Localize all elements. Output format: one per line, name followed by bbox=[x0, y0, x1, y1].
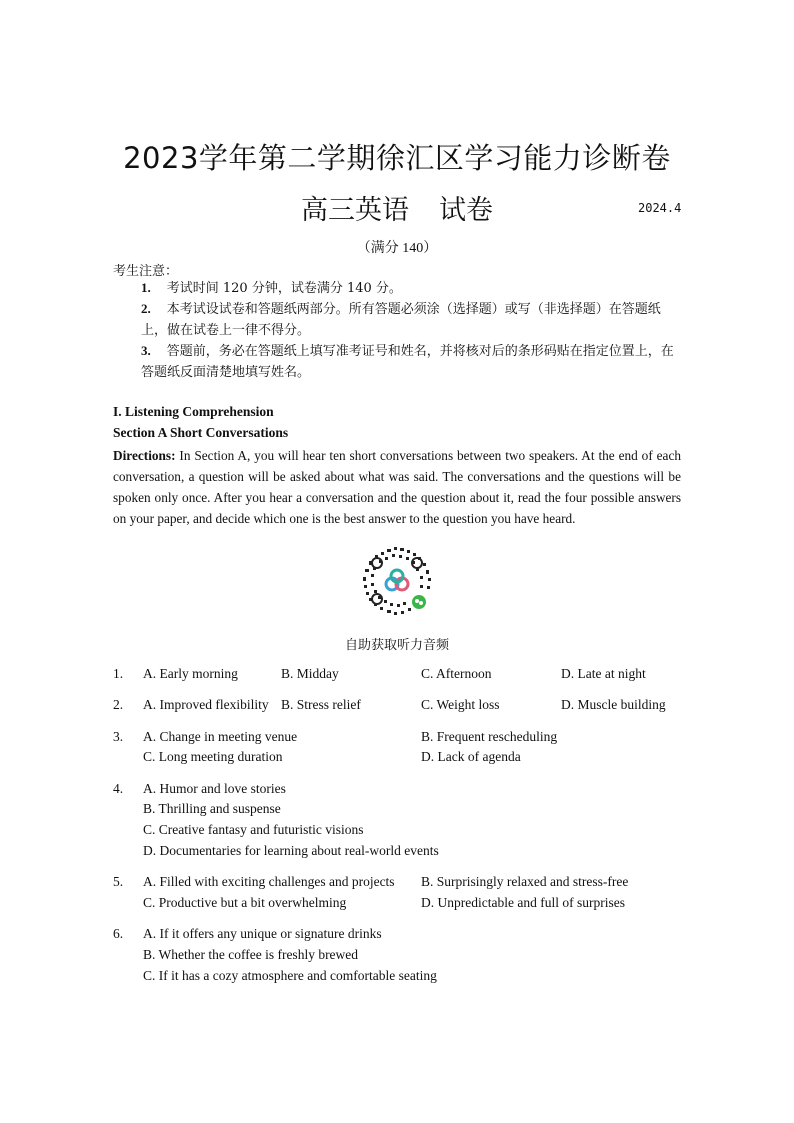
option-d: D. Late at night bbox=[561, 666, 646, 681]
question-number: 4. bbox=[113, 781, 124, 796]
note-item bbox=[141, 340, 683, 383]
question-number: 5. bbox=[113, 874, 124, 889]
note-item bbox=[141, 298, 683, 341]
option-c: C. Weight loss bbox=[421, 697, 500, 712]
paper-label: 试卷 bbox=[439, 195, 493, 226]
option-d: D. Unpredictable and full of surprises bbox=[421, 895, 625, 910]
note-item bbox=[141, 277, 683, 299]
option-b: B. Midday bbox=[281, 666, 339, 681]
exam-date: 2024.4 bbox=[638, 201, 682, 215]
option-b: B. Surprisingly relaxed and stress-free bbox=[421, 874, 629, 889]
option-c: C. Afternoon bbox=[421, 666, 492, 681]
full-score: （满分 140） bbox=[356, 241, 438, 256]
option-a: A. Filled with exciting challenges and projects bbox=[143, 874, 395, 889]
qr-code-icon[interactable] bbox=[359, 543, 435, 619]
option-a: A. Improved flexibility bbox=[143, 697, 269, 712]
note-text: 考试时间 120 分钟，试卷满分 140 分。 bbox=[166, 281, 402, 296]
question-number: 6. bbox=[113, 926, 124, 941]
option-b: B. Thrilling and suspense bbox=[143, 801, 281, 816]
section-heading: Section A Short Conversations bbox=[113, 425, 289, 440]
note-number: 2. bbox=[141, 301, 151, 316]
option-a: A. Early morning bbox=[143, 666, 238, 681]
option-d: D. Documentaries for learning about real-world events bbox=[143, 843, 439, 858]
note-text: 本考试设试卷和答题纸两部分。所有答题必须涂（选择题）或写（非选择题）在答题纸上，做在试卷上一律不得分。 bbox=[141, 302, 661, 338]
part-heading: I. Listening Comprehension bbox=[113, 404, 274, 419]
option-a: A. Change in meeting venue bbox=[143, 729, 298, 744]
qr-caption: 自助获取听力音频 bbox=[344, 638, 449, 653]
option-d: D. Lack of agenda bbox=[421, 749, 521, 764]
option-b: B. Whether the coffee is freshly brewed bbox=[143, 947, 359, 962]
notes-title: 考生注意： bbox=[113, 264, 179, 279]
question-number: 3. bbox=[113, 729, 124, 744]
option-c: C. Long meeting duration bbox=[143, 749, 283, 764]
subject-name: 高三英语 bbox=[301, 195, 409, 226]
option-b: B. Frequent rescheduling bbox=[421, 729, 558, 744]
exam-title: 2023学年第二学期徐汇区学习能力诊断卷 bbox=[123, 141, 671, 175]
option-c: C. Productive but a bit overwhelming bbox=[143, 895, 347, 910]
option-d: D. Muscle building bbox=[561, 697, 666, 712]
directions-text: In Section A, you will hear ten short conversations between two speakers. At the end of each conversation, a question will be asked about what was said. The conversations and the questions will be spoken only once. After you hear a conversation and the question about it, read the four possible answers on your paper, and decide which one is the best answer to the question you have heard. bbox=[113, 448, 681, 526]
option-a: A. Humor and love stories bbox=[143, 781, 286, 796]
option-c: C. Creative fantasy and futuristic visions bbox=[143, 822, 364, 837]
question-number: 2. bbox=[113, 697, 124, 712]
option-c: C. If it has a cozy atmosphere and comfortable seating bbox=[143, 968, 437, 983]
note-text: 答题前，务必在答题纸上填写准考证号和姓名，并将核对后的条形码贴在指定位置上，在答题纸反面清楚地填写姓名。 bbox=[141, 344, 674, 380]
directions bbox=[113, 445, 681, 529]
question-number: 1. bbox=[113, 666, 124, 681]
note-number: 1. bbox=[141, 280, 151, 295]
note-number: 3. bbox=[141, 343, 151, 358]
option-a: A. If it offers any unique or signature drinks bbox=[143, 926, 382, 941]
option-b: B. Stress relief bbox=[281, 697, 361, 712]
directions-label: Directions: bbox=[113, 448, 176, 463]
